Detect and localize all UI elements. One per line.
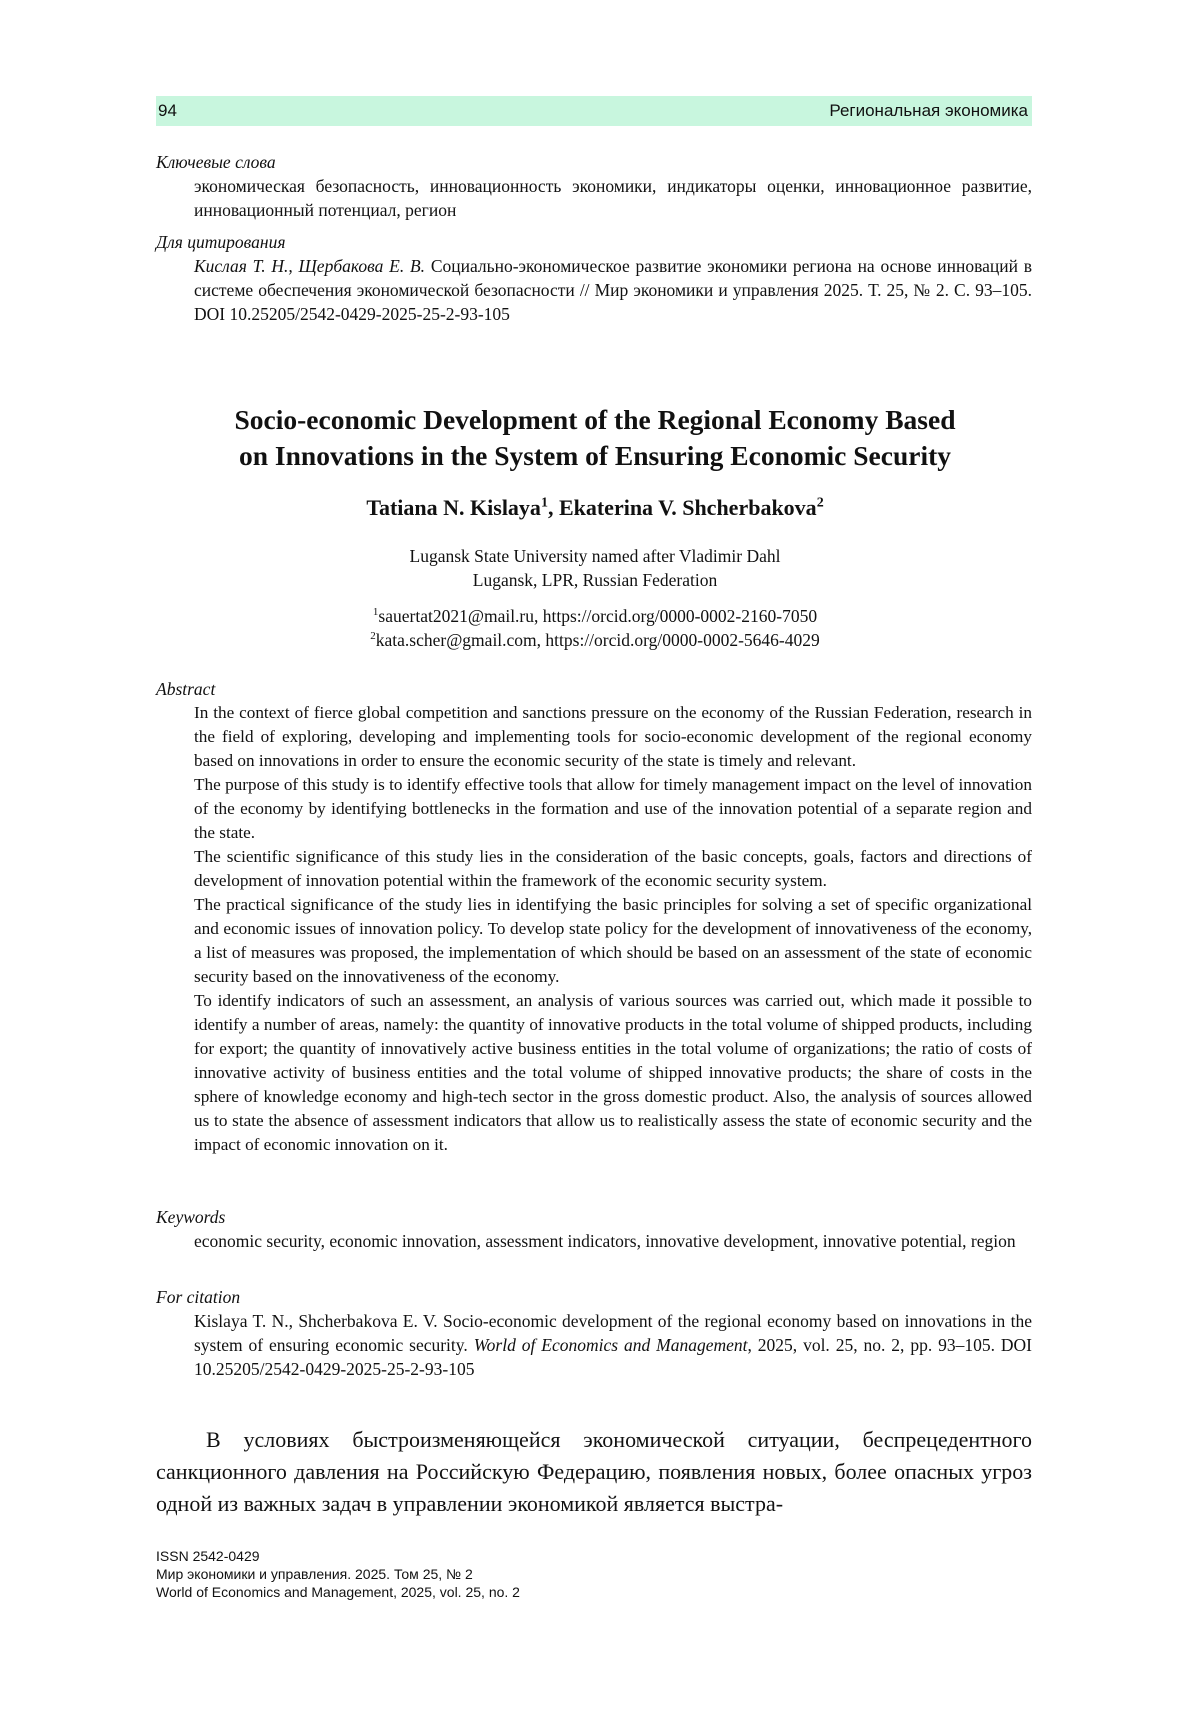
ru-citation-label: Для цитирования <box>156 232 286 252</box>
abstract-body <box>194 701 1032 1157</box>
ru-keywords-text: экономическая безопасность, инновационность экономики, индикаторы оценки, инновационное развитие, инновационный потенциал, регион <box>194 176 1032 220</box>
ru-keywords-label: Ключевые слова <box>156 152 276 172</box>
footer-journal-en: World of Economics and Management, 2025, vol. 25, no. 2 <box>156 1584 520 1600</box>
en-citation <box>156 1285 1032 1381</box>
section-title: Региональная экономика <box>829 101 1028 120</box>
ru-citation-authors: Кислая Т. Н., Щербакова Е. В. <box>194 256 426 276</box>
en-citation-text <box>194 1309 1032 1381</box>
en-citation-start: Kislaya T. N., Shcherbakova E. V. Socio-economic development of the regional economy based on innovations in the system of ensuring economic security. <box>194 1311 1032 1355</box>
contact-2-sup: 2 <box>370 630 376 643</box>
en-citation-end: , 2025, vol. 25, no. 2, pp. 93–105. DOI 10.25205/2542-0429-2025-25-2-93-105 <box>194 1335 1033 1379</box>
contacts <box>150 604 1040 652</box>
contact-2 <box>150 628 1040 652</box>
abstract <box>156 677 1032 1157</box>
contact-1-text[interactable]: sauertat2021@mail.ru, https://orcid.org/0000-0002-2160-7050 <box>378 606 818 626</box>
title-line-2: on Innovations in the System of Ensuring Economic Security <box>238 440 952 471</box>
en-keywords <box>156 1205 1032 1253</box>
author-separator: , <box>547 495 559 520</box>
author-2: Ekaterina V. Shcherbakova <box>558 495 817 520</box>
abstract-paragraph-2: The purpose of this study is to identify effective tools that allow for timely management impact on the level of innovation of the economy by identifying bottlenecks in the formation and use of the innovation potential of a separate region and the state. <box>194 775 1032 842</box>
abstract-paragraph-3: The scientific significance of this study lies in the consideration of the basic concepts, goals, factors and directions of development of innovation potential within the framework of the economic security system. <box>194 847 1032 890</box>
en-keywords-text: economic security, economic innovation, assessment indicators, innovative development, innovative potential, region <box>194 1231 1016 1251</box>
affiliation-line-2: Lugansk, LPR, Russian Federation <box>472 570 718 590</box>
ru-citation <box>156 230 1032 326</box>
abstract-paragraph-1: In the context of fierce global competition and sanctions pressure on the economy of the Russian Federation, research in the field of exploring, developing and implementing tools for socio-economic development of the regional economy based on innovations in order to ensure the economic security of the state is timely and relevant. <box>194 703 1032 770</box>
ru-citation-body: Социально-экономическое развитие экономики региона на основе инноваций в системе обеспечения экономической безопасности // Мир экономики и управления 2025. Т. 25, № 2. С. 93–105. DOI 10.25205/2542-0429-2025-25-2-93-105 <box>194 256 1032 324</box>
affiliation <box>150 544 1040 592</box>
en-keywords-label: Keywords <box>156 1207 226 1227</box>
title-line-1: Socio-economic Development of the Regional Economy Based <box>234 404 956 435</box>
ru-citation-text <box>194 254 1032 326</box>
authors <box>150 494 1040 522</box>
author-2-sup: 2 <box>816 495 824 511</box>
affiliation-line-1: Lugansk State University named after Vladimir Dahl <box>409 546 781 566</box>
body-paragraph: В условиях быстроизменяющейся экономической ситуации, беспрецедентного санкционного давления на Российскую Федерацию, появления новых, более опасных угроз одной из важных задач в управлении экономикой является выстра- <box>156 1427 1032 1516</box>
contact-1 <box>150 604 1040 628</box>
ru-keywords <box>156 150 1032 222</box>
author-1: Tatiana N. Kislaya <box>366 495 541 520</box>
abstract-paragraph-4: The practical significance of the study lies in identifying the basic principles for solving a set of specific organizational and economic issues of innovation policy. To develop state policy for the development of innovativeness of the economy, a list of measures was proposed, the implementation of which should be based on an assessment of the state of economic security based on the innovativeness of the economy. <box>194 895 1032 986</box>
footer-journal-ru: Мир экономики и управления. 2025. Том 25, № 2 <box>156 1566 473 1582</box>
article-title <box>150 402 1040 474</box>
page-number: 94 <box>158 101 177 120</box>
page-footer <box>156 1547 520 1601</box>
running-header <box>156 96 1032 126</box>
abstract-paragraph-5: To identify indicators of such an assessment, an analysis of various sources was carried out, which made it possible to identify a number of areas, namely: the quantity of innovative products in the total volume of shipped products, including for export; the quantity of innovatively active business entities in the total volume of organizations; the ratio of costs of innovative activity of business entities and the total volume of shipped innovative products; the share of costs in the sphere of knowledge economy and high-tech sector in the gross domestic product. Also, the analysis of sources allowed us to state the absence of assessment indicators that allow us to realistically assess the state of economic security and the impact of economic innovation on it. <box>194 991 1032 1154</box>
footer-issn: ISSN 2542-0429 <box>156 1548 260 1564</box>
en-citation-label: For citation <box>156 1287 241 1307</box>
contact-1-sup: 1 <box>372 606 379 619</box>
author-1-sup: 1 <box>540 495 548 511</box>
contact-2-text[interactable]: kata.scher@gmail.com, https://orcid.org/0000-0002-5646-4029 <box>375 630 820 650</box>
abstract-label: Abstract <box>156 679 216 699</box>
en-citation-journal: World of Economics and Management <box>473 1335 748 1355</box>
